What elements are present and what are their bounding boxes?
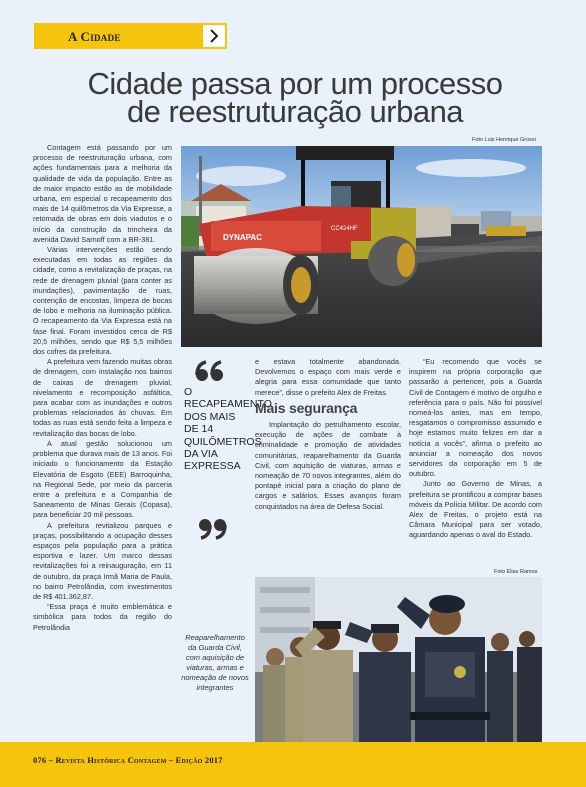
paragraph: Várias intervenções estão sendo executadas em todas as regiões da cidade, como a revitalização de praças, na rede de drenagem pluvial (para conter as inundações), pavimentação de ruas, contenção de encostas, limpeza de bocas de lobo e melhoria na iluminação pública. O recapeamento da Via Expressa está na fase final. Foram investidos cerca de R$ 20,5 milhões, sendo que R$ 5,5 milhões dos cofres da prefeitura. <box>33 245 172 357</box>
roller-brand: DYNAPAC <box>223 233 262 242</box>
page-title-line2: de reestruturação urbana <box>126 94 464 129</box>
paragraph: Junto ao Governo de Minas, a prefeitura se prontificou a comprar bases móveis da Polícia Militar. De acordo com Alex de Freitas, o projeto está na Câmara Municipal para ser votado, aguardando apenas o aval do Estado. <box>409 479 542 540</box>
road-roller-photo <box>181 146 542 347</box>
page-footer <box>0 742 586 787</box>
pull-quote-text: O RECAPEAMENTO DOS MAIS DE 14 QUILÔMETROS DA VIA EXPRESSA <box>184 386 272 473</box>
footer-text: 076 – Revista Histórica Contagem – Edição 2017 <box>33 755 223 765</box>
paragraph: e estava totalmente abandonada. Devolvemos o espaço com mais verde e alegria para essa comunidade que tanto merece”, disse o prefeito Alex de Freitas. <box>255 357 401 397</box>
paragraph: Contagem está passando por um processo de reestruturação urbana, com ações fundamentais para a melhoria da qualidade de vida da população. Entre as de maior impacto estão as de mobilidade urbana, em especial o recapeamento dos mais de 14 quilômetros da Via Expresse, a retomada de obras em dois viadutos e o início da construção da trincheira da avenida David Sarnoff com a BR-381. <box>33 143 172 244</box>
civil-guard-photo <box>255 577 542 742</box>
paragraph: “Eu recomendo que vocês se inspirem na própria corporação que passarão a pertencer, pois a Guarda Civil de Contagem é motivo de orgulho e referência para o país. Não foi possível nomeá-los antes, mas em tempo, resgatamos o compromisso assumido e hoje estamos muito felizes em dar a notícia a vocês”, afirma o prefeito ao anunciar a nomeação dos novos servidores da corporação em 5 de outubro. <box>409 357 542 479</box>
pull-quote <box>181 358 272 544</box>
photo1-credit: Foto Luiz Henrique Grossi <box>472 137 536 143</box>
section-tab <box>34 23 227 49</box>
paragraph: Implantação do petrulhamento escolar, execução de ações de combate à criminalidade e promoção de atividades comunitárias, reaparelhamento da Guarda Civil, com aquisição de viaturas, armas e nomeação de 70 novos integrantes, além do pontapé inicial para a criação do plano de cargos e salários. Esses avanços foram conquistados na área de Defesa Social. <box>255 420 401 511</box>
section-arrow-box <box>203 25 225 47</box>
paragraph: “Essa praça é muito emblemática e simbólica para todos da região do Petrolândia <box>33 602 172 632</box>
paragraph: A prefeitura vem fazendo muitas obras de drenagem, com instalação nos bairros de caixas de drenagem pluvial, nivelamento e recomposição asfáltica, para acabar com as inundações e outros problemas relacionados às chuvas. Em todas as ruas está sendo feita a limpeza e revitalização das bocas de lobo. <box>33 357 172 438</box>
chevron-right-icon <box>208 29 220 43</box>
close-quote-icon <box>197 516 227 540</box>
article-column-1 <box>33 143 172 633</box>
section-subhead: Mais segurança <box>255 399 358 416</box>
article-column-2 <box>255 357 401 512</box>
article-column-3 <box>409 357 542 541</box>
page-title-line1: Cidade passa por um processo <box>87 66 503 101</box>
paragraph: A prefeitura revitalizou parques e praças, possibilitando a ocupação desses espaços pela população para a prática esportiva e lazer. Um marco dessas revitalizações foi a reinauguração, em 11 de outubro, da praça Irmã Maria de Paula, no bairro Petrolândia, com investimentos de R$ 401.362,87. <box>33 520 172 601</box>
section-label: A Cidade <box>68 29 121 44</box>
paragraph: A atual gestão solucionou um problema que durava mais de 13 anos. Foi iniciado o funcionamento da Estação Elevatória de Esgoto (EEE) Barroquinha, na Regional Sede, por meio da parceria entre a prefeitura e a Companhia de Saneamento de Minas Gerais (Copasa), para beneficiar 20 mil pessoas. <box>33 438 172 520</box>
roller-model: CC424HF <box>331 226 358 232</box>
photo2-credit: Foto Elias Ramos <box>494 569 538 575</box>
open-quote-icon <box>195 360 225 384</box>
photo2-caption: Reaparelhamento da Guarda Civil, com aquisição de viaturas, armas e nomeação de novos integrantes <box>181 633 249 692</box>
